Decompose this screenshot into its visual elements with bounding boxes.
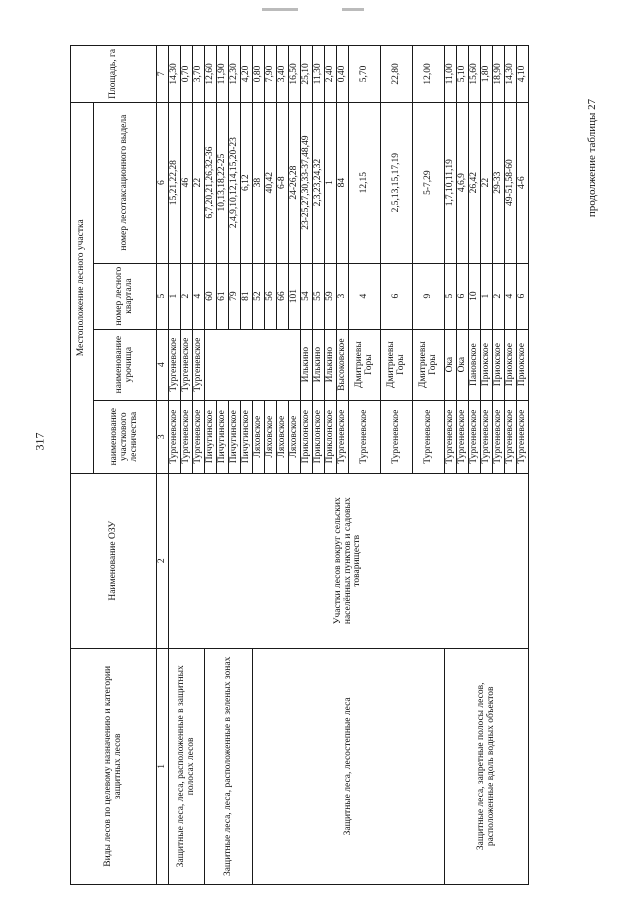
forestry-cell: Тургеневское	[481, 400, 493, 473]
section-cell: 2,4,9,10,12,14,15,20-23	[229, 102, 241, 263]
header-category: Виды лесов по целевому назначению и категории защитных лесов	[71, 648, 157, 884]
quarter-cell: 2	[181, 263, 193, 329]
quarter-cell: 66	[277, 263, 289, 329]
tract-cell: Дмитриевы Горы	[413, 329, 445, 400]
quarter-cell: 60	[205, 263, 217, 329]
area-cell: 11,00	[445, 46, 457, 103]
tract-cell	[205, 329, 301, 400]
quarter-cell: 6	[381, 263, 413, 329]
forestry-cell: Тургеневское	[493, 400, 505, 473]
tract-cell: Приокское	[493, 329, 505, 400]
forestry-cell: Тургеневское	[337, 400, 349, 473]
area-cell: 14,30	[169, 46, 181, 103]
area-cell: 0,70	[181, 46, 193, 103]
page-number: 317	[32, 432, 47, 450]
table-row	[169, 46, 181, 885]
quarter-cell: 4	[349, 263, 381, 329]
section-cell: 15,21,22,28	[169, 102, 181, 263]
section-cell: 38	[253, 102, 265, 263]
quarter-cell: 9	[413, 263, 445, 329]
rotated-table	[70, 45, 584, 885]
quarter-cell: 56	[265, 263, 277, 329]
ozu-cell: Участки лесов вокруг сельских населённых пунктов и садовых товариществ	[169, 473, 529, 648]
section-cell: 1,7,10,11,19	[445, 102, 457, 263]
quarter-cell: 52	[253, 263, 265, 329]
area-cell: 5,70	[349, 46, 381, 103]
quarter-cell: 55	[313, 263, 325, 329]
area-cell: 5,10	[457, 46, 469, 103]
header-number: 7	[157, 46, 169, 103]
forestry-cell: Ляховское	[253, 400, 265, 473]
quarter-cell: 2	[493, 263, 505, 329]
section-cell: 6,7,20,21,26,32-36	[205, 102, 217, 263]
quarter-cell: 6	[457, 263, 469, 329]
section-cell: 40,42	[265, 102, 277, 263]
section-cell: 10,13,18,22-25	[217, 102, 229, 263]
section-cell: 46	[181, 102, 193, 263]
section-cell: 29-33	[493, 102, 505, 263]
category-cell: Защитные леса, запретные полосы лесов, расположенные вдоль водных объектов	[445, 648, 529, 884]
header-number: 6	[157, 102, 169, 263]
quarter-cell: 1	[169, 263, 181, 329]
tract-cell: Приокское	[517, 329, 529, 400]
table-area	[70, 45, 584, 885]
tract-cell: Приокское	[481, 329, 493, 400]
forestry-cell: Приклонское	[313, 400, 325, 473]
quarter-cell: 81	[241, 263, 253, 329]
tract-cell: Ока	[457, 329, 469, 400]
forestry-cell: Тургеневское	[517, 400, 529, 473]
quarter-cell: 10	[469, 263, 481, 329]
area-cell: 3,40	[277, 46, 289, 103]
forestry-cell: Приклонское	[325, 400, 337, 473]
header-number: 1	[157, 648, 169, 884]
area-cell: 2,40	[325, 46, 337, 103]
area-cell: 11,30	[313, 46, 325, 103]
area-cell: 12,60	[205, 46, 217, 103]
scan-noise	[342, 8, 364, 11]
tract-cell: Дмитриевы Горы	[349, 329, 381, 400]
section-cell: 23-25,27,30,33-37,48,49	[301, 102, 313, 263]
tract-cell: Тургеневское	[169, 329, 181, 400]
forestry-cell: Тургеневское	[413, 400, 445, 473]
area-cell: 11,90	[217, 46, 229, 103]
forestry-cell: Пичугинское	[217, 400, 229, 473]
header-number: 2	[157, 473, 169, 648]
section-cell: 2,5,13,15,17,19	[381, 102, 413, 263]
forestry-cell: Тургеневское	[169, 400, 181, 473]
header-location-group: Местоположение лесного участка	[71, 102, 94, 473]
header-section: номер лесотаксационного выдела	[94, 102, 157, 263]
area-cell: 4,10	[517, 46, 529, 103]
area-cell: 3,70	[193, 46, 205, 103]
forestry-cell: Тургеневское	[469, 400, 481, 473]
tract-cell: Илькино	[301, 329, 313, 400]
tract-cell: Ока	[445, 329, 457, 400]
tract-cell: Тургеневское	[193, 329, 205, 400]
section-cell: 1	[325, 102, 337, 263]
category-cell: Защитные леса, леса, расположенные в зеленых зонах	[205, 648, 253, 884]
section-cell: 84	[337, 102, 349, 263]
tract-cell: Пановское	[469, 329, 481, 400]
quarter-cell: 3	[337, 263, 349, 329]
area-cell: 16,50	[289, 46, 301, 103]
area-cell: 22,80	[381, 46, 413, 103]
quarter-cell: 4	[193, 263, 205, 329]
header-numbers-row	[157, 46, 169, 885]
category-cell: Защитные леса, леса, расположенные в защитных полосах лесов	[169, 648, 205, 884]
quarter-cell: 54	[301, 263, 313, 329]
forest-table	[70, 45, 529, 885]
area-cell: 12,30	[229, 46, 241, 103]
section-cell: 49-51,58-60	[505, 102, 517, 263]
section-cell: 24-26,28	[289, 102, 301, 263]
forestry-cell: Тургеневское	[181, 400, 193, 473]
table-row	[205, 46, 217, 885]
tract-cell: Дмитриевы Горы	[381, 329, 413, 400]
area-cell: 15,60	[469, 46, 481, 103]
header-number: 3	[157, 400, 169, 473]
area-cell: 12,00	[413, 46, 445, 103]
table-row	[445, 46, 457, 885]
continuation-label: продолжение таблицы 27	[586, 98, 598, 218]
section-cell: 4-6	[517, 102, 529, 263]
header-forestry: наименование участкового лесничества	[94, 400, 157, 473]
section-cell: 12,15	[349, 102, 381, 263]
tract-cell: Илькино	[325, 329, 337, 400]
area-cell: 0,40	[337, 46, 349, 103]
area-cell: 14,30	[505, 46, 517, 103]
forestry-cell: Тургеневское	[349, 400, 381, 473]
forestry-cell: Пичугинское	[229, 400, 241, 473]
area-cell: 0,80	[253, 46, 265, 103]
header-quarter: номер лесного квартала	[94, 263, 157, 329]
header-ozu: Наименование ОЗУ	[71, 473, 157, 648]
section-cell: 6-8	[277, 102, 289, 263]
quarter-cell: 4	[505, 263, 517, 329]
quarter-cell: 6	[517, 263, 529, 329]
section-cell: 22	[193, 102, 205, 263]
area-cell: 18,90	[493, 46, 505, 103]
header-number: 5	[157, 263, 169, 329]
area-cell: 4,20	[241, 46, 253, 103]
area-cell: 25,10	[301, 46, 313, 103]
forestry-cell: Тургеневское	[505, 400, 517, 473]
section-cell: 2,3,23,24,32	[313, 102, 325, 263]
section-cell: 26,42	[469, 102, 481, 263]
section-cell: 4,6,9	[457, 102, 469, 263]
area-cell: 7,90	[265, 46, 277, 103]
scan-noise	[262, 8, 298, 11]
quarter-cell: 61	[217, 263, 229, 329]
forestry-cell: Пичугинское	[205, 400, 217, 473]
tract-cell: Приокское	[505, 329, 517, 400]
forestry-cell: Тургеневское	[381, 400, 413, 473]
tract-cell: Илькино	[313, 329, 325, 400]
forestry-cell: Тургеневское	[445, 400, 457, 473]
header-number: 4	[157, 329, 169, 400]
forestry-cell: Ляховское	[289, 400, 301, 473]
forestry-cell: Приклонское	[301, 400, 313, 473]
section-cell: 22	[481, 102, 493, 263]
forestry-cell: Тургеневское	[193, 400, 205, 473]
forestry-cell: Ляховское	[277, 400, 289, 473]
table-row	[253, 46, 265, 885]
header-row	[71, 46, 94, 885]
quarter-cell: 79	[229, 263, 241, 329]
quarter-cell: 101	[289, 263, 301, 329]
header-area: Площадь, га	[71, 46, 157, 103]
quarter-cell: 1	[481, 263, 493, 329]
tract-cell: Тургеневское	[181, 329, 193, 400]
quarter-cell: 5	[445, 263, 457, 329]
area-cell: 1,80	[481, 46, 493, 103]
section-cell: 5-7,29	[413, 102, 445, 263]
forestry-cell: Тургеневское	[457, 400, 469, 473]
quarter-cell: 59	[325, 263, 337, 329]
header-tract: наименование урочища	[94, 329, 157, 400]
forestry-cell: Ляховское	[265, 400, 277, 473]
tract-cell: Высоковское	[337, 329, 349, 400]
category-cell: Защитные леса, лесостепные леса	[253, 648, 445, 884]
forestry-cell: Пичугинское	[241, 400, 253, 473]
section-cell: 6,12	[241, 102, 253, 263]
